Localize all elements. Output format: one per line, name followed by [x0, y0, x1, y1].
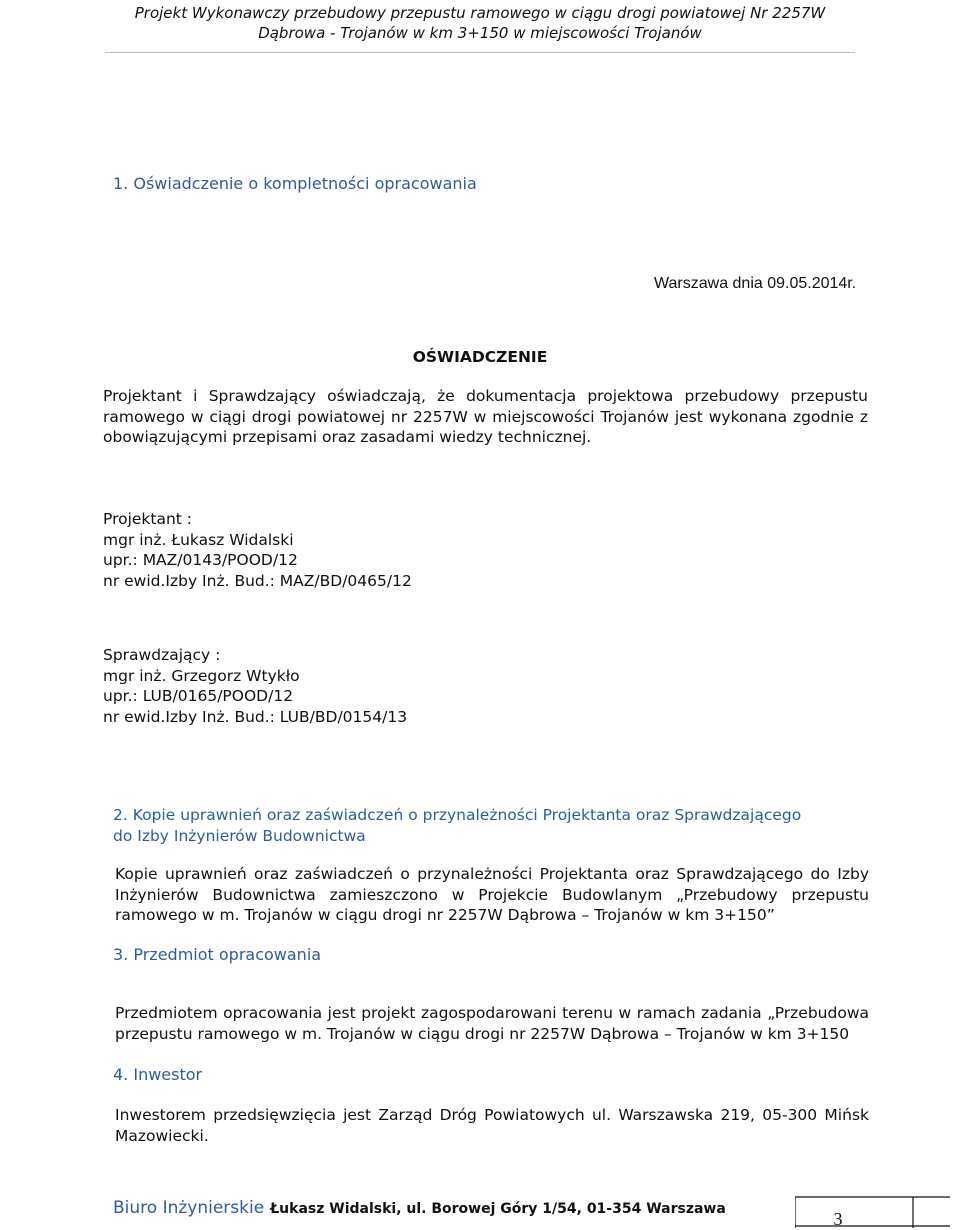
designer-block: [103, 509, 412, 591]
checker-name: mgr inż. Grzegorz Wtykło: [103, 666, 300, 685]
section-2-title: [113, 805, 801, 847]
section-4-title: 4. Inwestor: [113, 1065, 203, 1084]
header-divider: [105, 52, 855, 53]
running-header-line-1: Projekt Wykonawczy przebudowy przepustu ramowego w ciągu drogi powiatowej Nr 2257W: [134, 4, 826, 22]
designer-license: upr.: MAZ/0143/POOD/12: [103, 551, 298, 569]
designer-name: mgr inż. Łukasz Widalski: [103, 530, 294, 549]
section-3-text: Przedmiotem opracowania jest projekt zagospodarowani terenu w ramach zadania „Przebudowa przepustu ramowego w m. Trojanów w ciągu drogi nr 2257W Dąbrowa – Trojanów w km 3+150: [115, 1004, 869, 1043]
checker-license: upr.: LUB/0165/POOD/12: [103, 687, 294, 705]
section-1-title: 1. Oświadczenie o kompletności opracowania: [113, 174, 477, 193]
document-date: Warszawa dnia 09.05.2014r.: [654, 275, 857, 292]
designer-chamber-number: nr ewid.Izby Inż. Bud.: MAZ/BD/0465/12: [103, 571, 412, 590]
statement-heading: OŚWIADCZENIE: [412, 348, 548, 366]
page-number-frame: [795, 1195, 950, 1228]
checker-role: Sprawdzający :: [103, 646, 221, 664]
section-4-text: Inwestorem przedsięwzięcia jest Zarząd Dróg Powiatowych ul. Warszawska 219, 05-300 Mińsk Mazowiecki.: [115, 1106, 869, 1145]
checker-chamber-number: nr ewid.Izby Inż. Bud.: LUB/BD/0154/13: [103, 707, 408, 726]
checker-block: [103, 645, 407, 727]
section-3-title: 3. Przedmiot opracowania: [113, 945, 322, 964]
section-2-text: Kopie uprawnień oraz zaświadczeń o przynależności Projektanta oraz Sprawdzającego do Izby Inżynierów Budownictwa zamieszczono w Projekcie Budowlanym „Przebudowy przepustu ramowego w m. Trojanów w ciągu drogi nr 2257W Dąbrowa – Trojanów w km 3+150”: [115, 865, 869, 924]
footer-brand: Biuro Inżynierskie: [113, 1198, 265, 1218]
footer-address: Łukasz Widalski, ul. Borowej Góry 1/54, 01-354 Warszawa: [270, 1201, 726, 1217]
section-2-title-line-2: do Izby Inżynierów Budownictwa: [113, 827, 366, 845]
section-2-title-line-1: 2. Kopie uprawnień oraz zaświadczeń o przynależności Projektanta oraz Sprawdzającego: [113, 806, 802, 824]
designer-role: Projektant :: [103, 510, 193, 528]
running-header-line-2: Dąbrowa - Trojanów w km 3+150 w miejscowości Trojanów: [258, 24, 702, 42]
page-footer: [113, 1198, 726, 1218]
page-number: 3: [833, 1209, 843, 1229]
statement-text: Projektant i Sprawdzający oświadczają, że dokumentacja projektowa przebudowy przepustu ramowego w ciągi drogi powiatowej nr 2257W w miejscowości Trojanów jest wykonana zgodnie z obowiązującymi przepisami oraz zasadami wiedzy technicznej.: [103, 387, 868, 446]
